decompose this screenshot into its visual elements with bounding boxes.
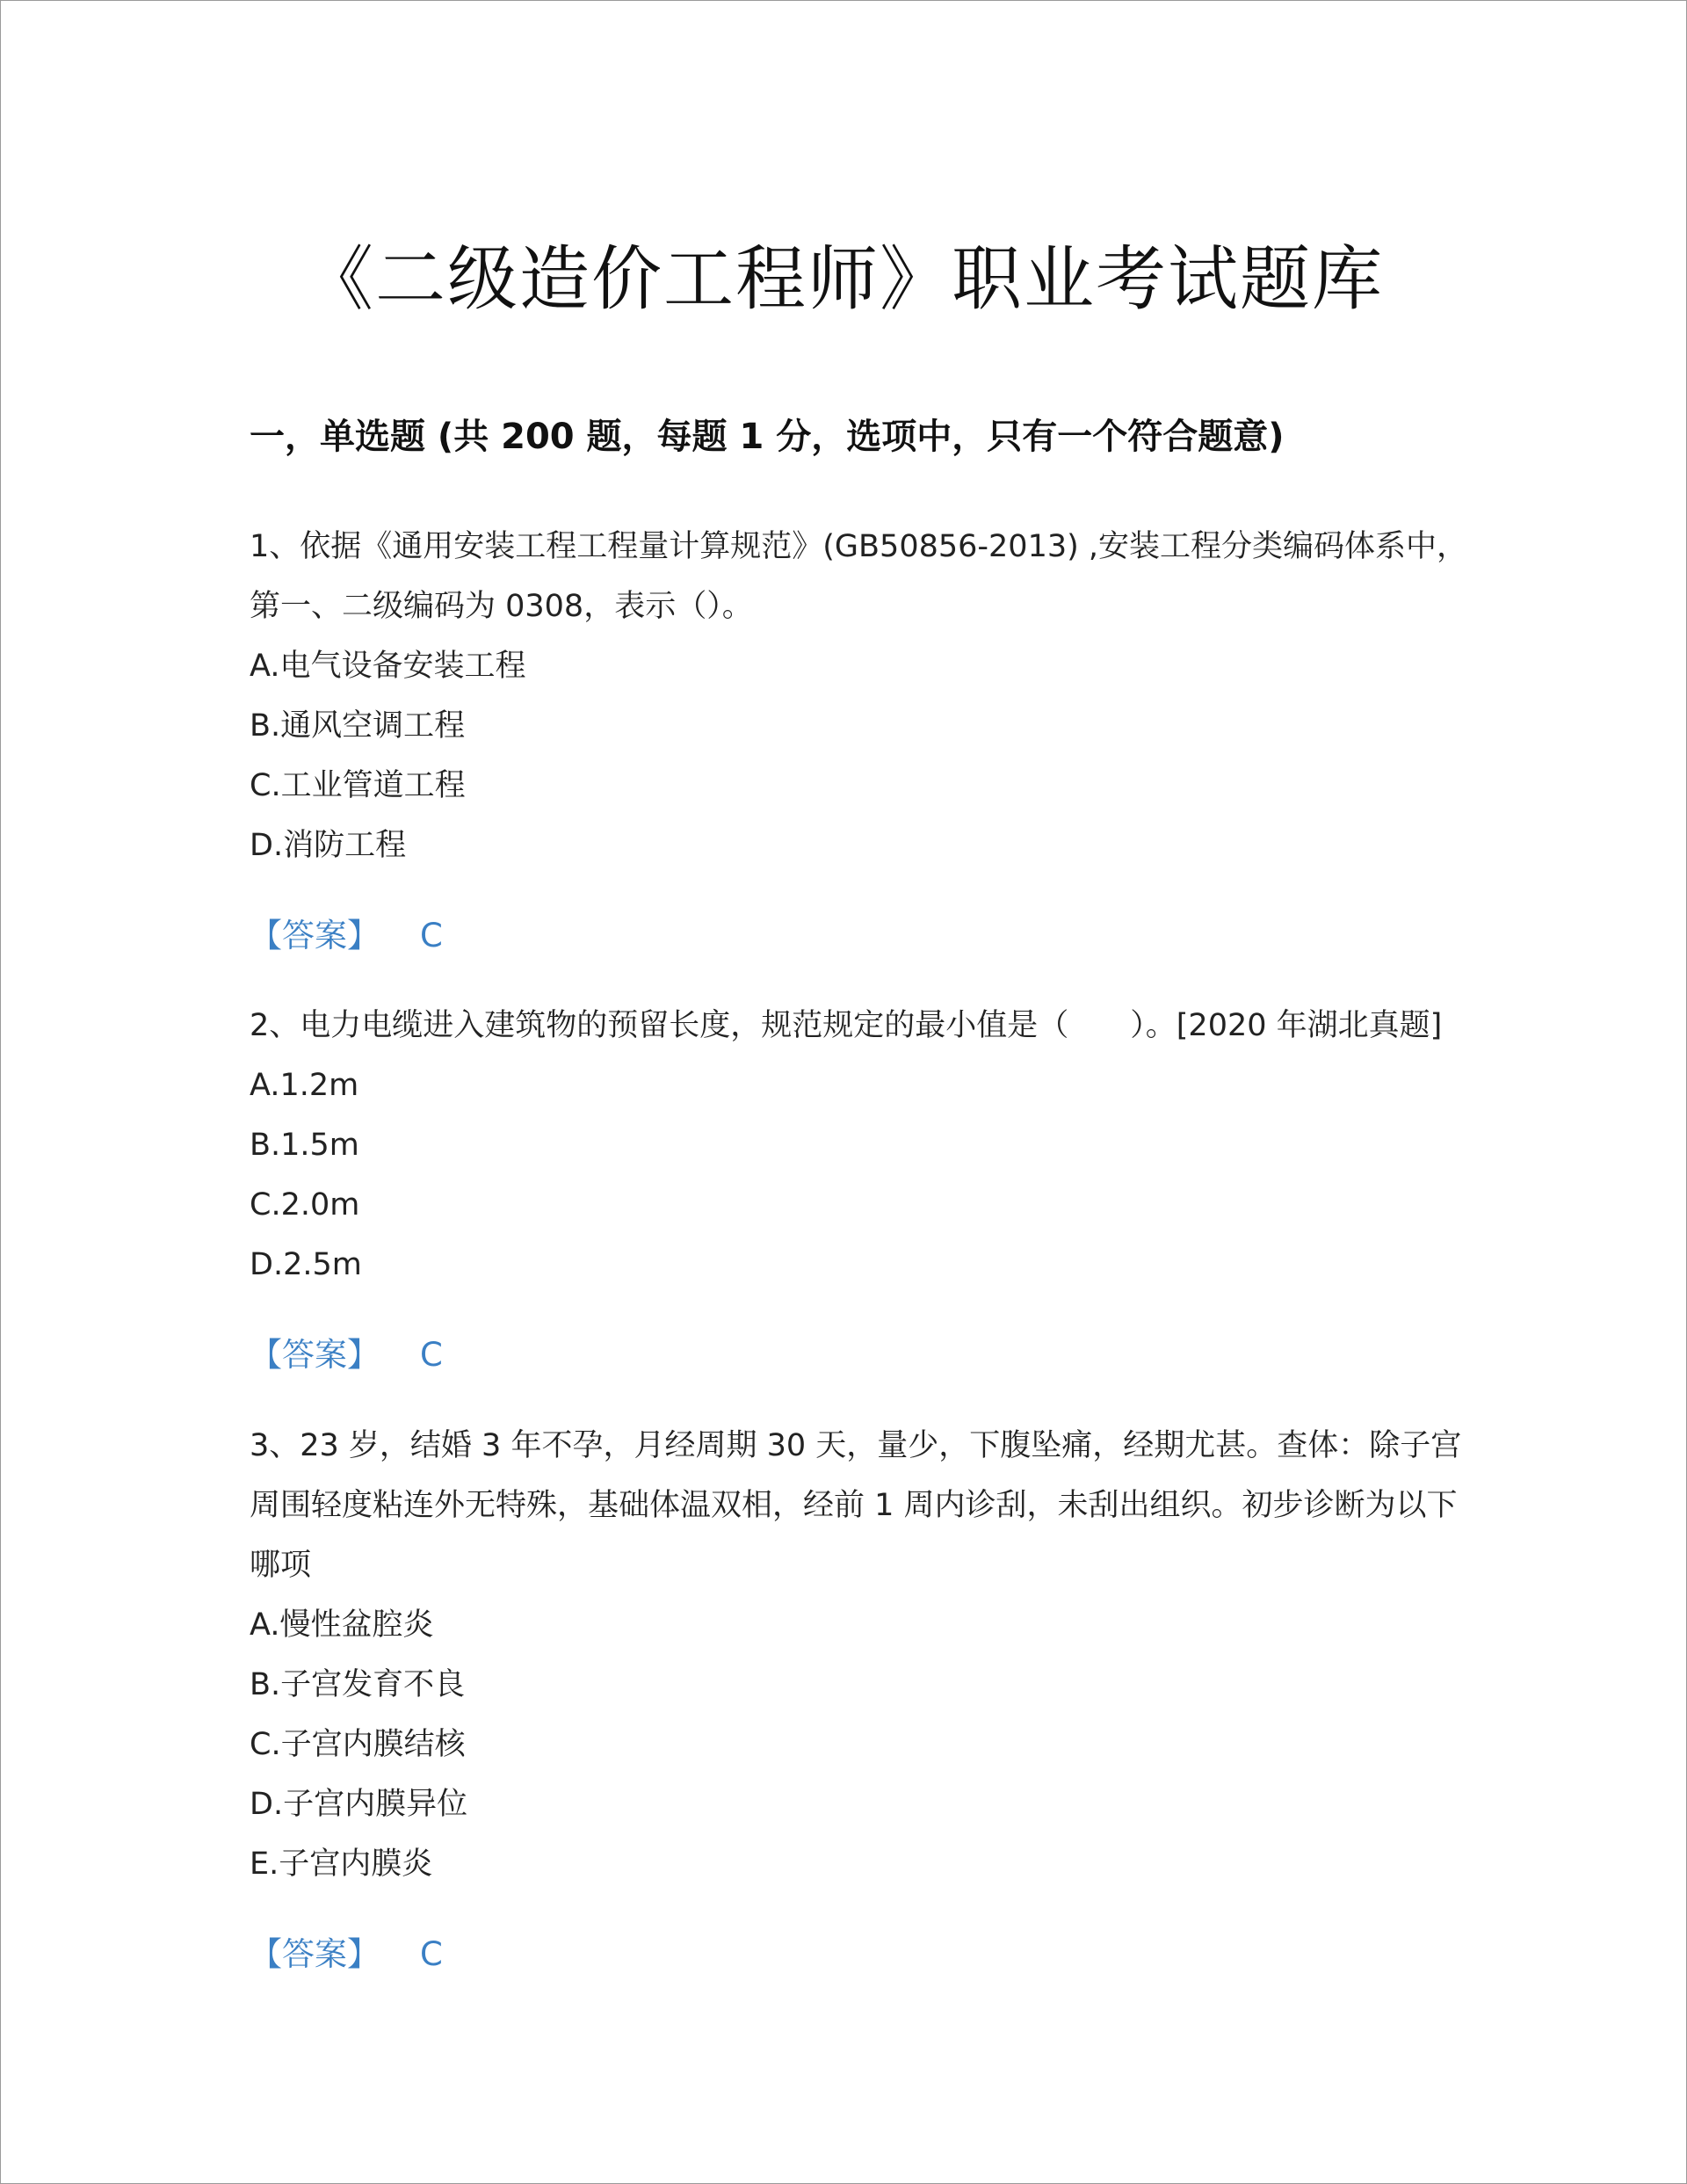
question-3-option-b: B.子宫发育不良: [250, 1667, 466, 1702]
question-1-option-a: A.电气设备安装工程: [250, 649, 526, 684]
question-1-option-c: C.工业管道工程: [250, 768, 466, 803]
question-3-option-a: A.慢性盆腔炎: [250, 1607, 434, 1643]
question-3-stem-line-3: 哪项: [250, 1548, 312, 1583]
question-1-option-b: B.通风空调工程: [250, 708, 466, 744]
question-2-option-d: D.2.5m: [250, 1247, 362, 1282]
question-3-answer: [250, 1928, 443, 1981]
answer-label: 【答案】: [250, 1935, 380, 1973]
question-2-option-c: C.2.0m: [250, 1187, 360, 1223]
question-2-option-b: B.1.5m: [250, 1128, 359, 1163]
answer-value: C: [420, 1935, 443, 1973]
answer-label: 【答案】: [250, 917, 380, 954]
question-3-option-d: D.子宫内膜异位: [250, 1787, 468, 1822]
question-1-answer: [250, 910, 443, 962]
question-2-stem-line-1: 2、电力电缆进入建筑物的预留长度，规范规定的最小值是（ ）。[2020 年湖北真题]: [250, 1008, 1443, 1043]
question-3-stem-line-2: 周围轻度粘连外无特殊，基础体温双相，经前 1 周内诊刮，未刮出组织。初步诊断为以下: [250, 1488, 1458, 1523]
answer-value: C: [420, 1336, 443, 1374]
answer-value: C: [420, 917, 443, 954]
question-3-option-c: C.子宫内膜结核: [250, 1727, 466, 1762]
question-1-option-d: D.消防工程: [250, 828, 407, 863]
question-2-answer: [250, 1329, 443, 1382]
section-heading: 一，单选题 (共 200 题，每题 1 分，选项中，只有一个符合题意): [250, 417, 1285, 457]
question-2-option-a: A.1.2m: [250, 1068, 359, 1103]
question-1-stem-line-1: 1、依据《通用安装工程工程量计算规范》(GB50856-2013) ,安装工程分类编码体系中，: [250, 529, 1468, 564]
document-title: 《二级造价工程师》职业考试题库: [303, 238, 1384, 320]
question-3-stem-line-1: 3、23 岁，结婚 3 年不孕，月经周期 30 天，量少，下腹坠痛，经期尤甚。查体：除子宫: [250, 1428, 1462, 1463]
question-3-option-e: E.子宫内膜炎: [250, 1847, 433, 1882]
question-1-stem-line-2: 第一、二级编码为 0308，表示（）。: [250, 589, 753, 624]
answer-label: 【答案】: [250, 1336, 380, 1374]
